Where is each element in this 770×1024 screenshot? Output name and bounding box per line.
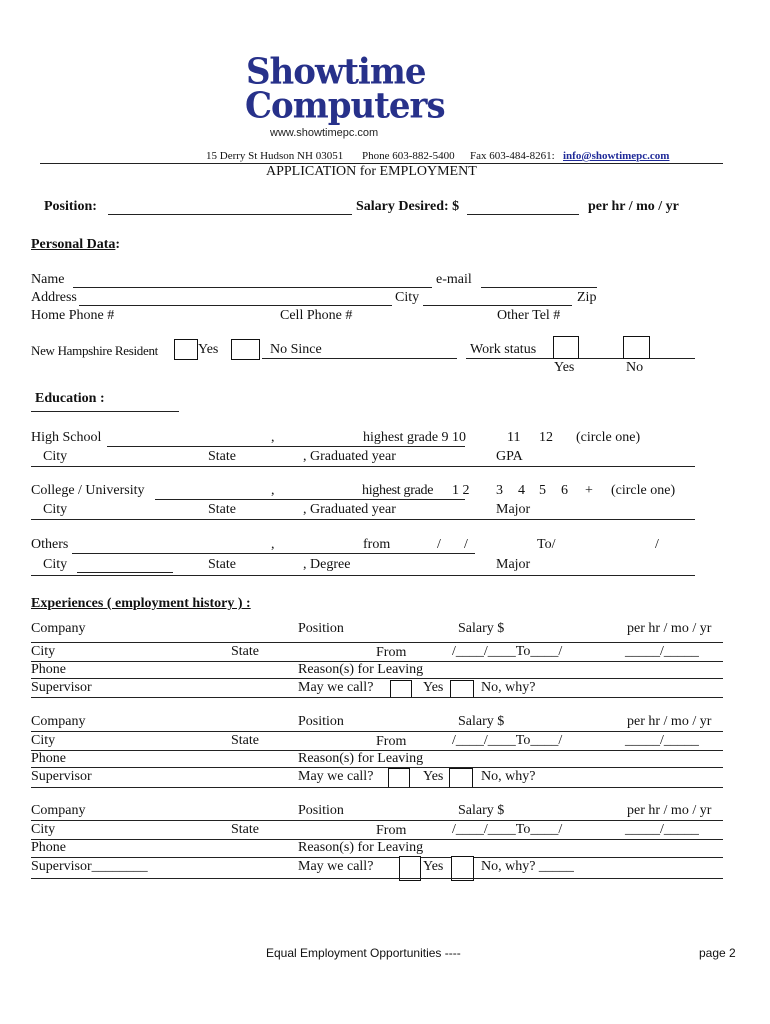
- exp1-call-label: May we call?: [298, 680, 374, 695]
- exp3-no-why-label: No, why? _____: [481, 859, 574, 874]
- salary-rate: per hr / mo / yr: [588, 199, 679, 214]
- others-comma: ,: [271, 537, 275, 552]
- exp1-state-label: State: [231, 644, 259, 659]
- exp3-phone-label: Phone: [31, 840, 66, 855]
- logo-computers: Computers: [245, 85, 445, 127]
- email-label: e-mail: [436, 272, 472, 287]
- name-label: Name: [31, 272, 65, 287]
- exp2-rate-blank[interactable]: _____/_____: [625, 733, 699, 748]
- others-field[interactable]: [72, 553, 475, 554]
- others-to-label: To/: [537, 537, 556, 552]
- exp3-city-label: City: [31, 822, 56, 837]
- hs-details-field[interactable]: [31, 466, 695, 467]
- hs-city-label: City: [43, 449, 68, 464]
- exp2-call-label: May we call?: [298, 769, 374, 784]
- exp1-supervisor-field[interactable]: [31, 697, 723, 698]
- exp1-call-no-checkbox[interactable]: [450, 680, 474, 698]
- salary-field[interactable]: [467, 214, 579, 215]
- exp1-city-label: City: [31, 644, 56, 659]
- exp1-dates[interactable]: /____/____To____/: [452, 644, 563, 659]
- exp2-city-label: City: [31, 733, 56, 748]
- other-tel-label: Other Tel #: [497, 308, 561, 323]
- college-grade-1-2[interactable]: 1 2: [452, 483, 470, 498]
- contact-phone: Phone 603-882-5400: [362, 150, 455, 162]
- exp2-reasons-label: Reason(s) for Leaving: [298, 751, 424, 766]
- nh-yes-checkbox[interactable]: [174, 339, 198, 360]
- exp2-position-label: Position: [298, 714, 344, 729]
- hs-circle-hint: (circle one): [576, 430, 641, 445]
- hs-state-label: State: [208, 449, 236, 464]
- exp3-company-label: Company: [31, 803, 86, 818]
- hs-comma: ,: [271, 430, 275, 445]
- exp3-rate-blank[interactable]: _____/_____: [625, 822, 699, 837]
- exp3-salary-label: Salary $: [458, 803, 505, 818]
- exp2-call-yes-label: Yes: [423, 769, 444, 784]
- exp2-supervisor-label: Supervisor: [31, 769, 92, 784]
- logo-showtime: Showtime: [246, 51, 426, 93]
- exp2-supervisor-field[interactable]: [31, 787, 723, 788]
- others-label: Others: [31, 537, 69, 552]
- exp1-company-label: Company: [31, 621, 86, 636]
- education-heading: Education :: [35, 391, 105, 406]
- exp1-reasons-label: Reason(s) for Leaving: [298, 662, 424, 677]
- personal-heading-colon: :: [115, 237, 121, 252]
- exp1-salary-label: Salary $: [458, 621, 505, 636]
- college-grade-5[interactable]: 5: [539, 483, 546, 498]
- education-heading-rule: [31, 411, 179, 412]
- exp1-company-field[interactable]: [31, 642, 723, 643]
- others-major-label: Major: [496, 557, 531, 572]
- salary-label: Salary Desired: $: [356, 199, 460, 214]
- personal-heading-text: Personal Data: [31, 237, 116, 252]
- others-slash-2: /: [464, 537, 468, 552]
- exp1-from-label: From: [376, 645, 407, 660]
- exp3-from-label: From: [376, 823, 407, 838]
- hs-grade-12[interactable]: 12: [539, 430, 553, 445]
- no-since-field[interactable]: [262, 358, 457, 359]
- college-label: College / University: [31, 483, 145, 498]
- contact-fax: Fax 603-484-8261:: [470, 150, 555, 162]
- college-comma: ,: [271, 483, 275, 498]
- college-graduated-label: , Graduated year: [303, 502, 396, 517]
- nh-yes-label: Yes: [198, 342, 219, 357]
- address-field[interactable]: [79, 305, 392, 306]
- exp2-no-why-label: No, why?: [481, 769, 536, 784]
- exp3-position-label: Position: [298, 803, 344, 818]
- email-field[interactable]: [481, 287, 597, 288]
- exp3-supervisor-field[interactable]: [31, 878, 723, 879]
- exp3-call-label: May we call?: [298, 859, 374, 874]
- exp3-dates[interactable]: /____/____To____/: [452, 822, 563, 837]
- hs-gpa-label: GPA: [496, 449, 523, 464]
- eeo-footer: Equal Employment Opportunities ----: [266, 946, 461, 960]
- hs-field[interactable]: [107, 446, 465, 447]
- exp2-phone-field[interactable]: [31, 767, 723, 768]
- others-slash-1: /: [437, 537, 441, 552]
- city-field[interactable]: [423, 305, 572, 306]
- college-grade-4[interactable]: 4: [518, 483, 525, 498]
- hs-label: High School: [31, 430, 102, 445]
- hs-grade: highest grade 9 10: [363, 430, 467, 445]
- experience-heading: Experiences ( employment history ) :: [31, 596, 251, 611]
- exp1-supervisor-label: Supervisor: [31, 680, 92, 695]
- exp1-rate-label: per hr / mo / yr: [627, 621, 712, 636]
- exp1-call-yes-label: Yes: [423, 680, 444, 695]
- college-details-field[interactable]: [31, 519, 695, 520]
- exp3-call-yes-label: Yes: [423, 859, 444, 874]
- work-status-label: Work status: [470, 342, 537, 357]
- name-field[interactable]: [73, 287, 432, 288]
- exp3-reasons-label: Reason(s) for Leaving: [298, 840, 424, 855]
- contact-address: 15 Derry St Hudson NH 03051: [206, 150, 344, 162]
- page-title: APPLICATION for EMPLOYMENT: [266, 164, 477, 179]
- exp2-dates[interactable]: /____/____To____/: [452, 733, 563, 748]
- exp2-company-field[interactable]: [31, 731, 723, 732]
- exp2-company-label: Company: [31, 714, 86, 729]
- college-city-label: City: [43, 502, 68, 517]
- others-from-label: from: [363, 537, 391, 552]
- hs-grade-11[interactable]: 11: [507, 430, 521, 445]
- exp3-supervisor-label: Supervisor________: [31, 859, 148, 874]
- others-city-field[interactable]: [77, 572, 173, 573]
- exp1-no-why-label: No, why?: [481, 680, 536, 695]
- others-slash-3: /: [655, 537, 659, 552]
- contact-email[interactable]: info@showtimepc.com: [563, 150, 670, 162]
- no-since-label: No Since: [270, 342, 322, 357]
- college-grade: highest grade: [362, 483, 434, 498]
- others-details-field[interactable]: [31, 575, 695, 576]
- exp3-rate-label: per hr / mo / yr: [627, 803, 712, 818]
- college-grade-3[interactable]: 3: [496, 483, 503, 498]
- college-grade-plus[interactable]: +: [585, 483, 593, 498]
- exp2-call-yes-checkbox[interactable]: [388, 768, 410, 788]
- exp1-phone-field[interactable]: [31, 678, 723, 679]
- exp2-from-label: From: [376, 734, 407, 749]
- exp3-phone-field[interactable]: [31, 857, 723, 858]
- logo-website: www.showtimepc.com: [270, 127, 379, 139]
- work-status-no-label: No: [626, 360, 644, 375]
- college-circle-hint: (circle one): [611, 483, 676, 498]
- exp2-rate-label: per hr / mo / yr: [627, 714, 712, 729]
- position-field[interactable]: [108, 214, 352, 215]
- cell-phone-label: Cell Phone #: [280, 308, 353, 323]
- exp2-call-no-checkbox[interactable]: [449, 768, 473, 788]
- college-grade-6[interactable]: 6: [561, 483, 568, 498]
- work-status-yes-checkbox[interactable]: [553, 336, 579, 359]
- exp1-call-yes-checkbox[interactable]: [390, 680, 412, 698]
- zip-label: Zip: [577, 290, 597, 305]
- others-degree-label: , Degree: [303, 557, 351, 572]
- exp3-state-label: State: [231, 822, 259, 837]
- college-field[interactable]: [155, 499, 465, 500]
- page-number: page 2: [699, 946, 736, 960]
- position-label: Position:: [44, 199, 97, 214]
- address-label: Address: [31, 290, 77, 305]
- exp1-rate-blank[interactable]: _____/_____: [625, 644, 699, 659]
- exp2-salary-label: Salary $: [458, 714, 505, 729]
- exp2-phone-label: Phone: [31, 751, 66, 766]
- exp2-state-label: State: [231, 733, 259, 748]
- college-major-label: Major: [496, 502, 531, 517]
- exp1-phone-label: Phone: [31, 662, 66, 677]
- work-status-yes-label: Yes: [554, 360, 575, 375]
- others-state-label: State: [208, 557, 236, 572]
- work-status-no-checkbox[interactable]: [623, 336, 650, 359]
- hs-graduated-label: , Graduated year: [303, 449, 396, 464]
- nh-no-checkbox[interactable]: [231, 339, 260, 360]
- nh-resident-label: New Hampshire Resident: [31, 343, 158, 358]
- personal-heading: [31, 237, 120, 253]
- exp3-company-field[interactable]: [31, 820, 723, 821]
- exp1-position-label: Position: [298, 621, 344, 636]
- city-label: City: [395, 290, 420, 305]
- home-phone-label: Home Phone #: [31, 308, 115, 323]
- college-state-label: State: [208, 502, 236, 517]
- work-status-field[interactable]: [466, 358, 695, 359]
- others-city-label: City: [43, 557, 68, 572]
